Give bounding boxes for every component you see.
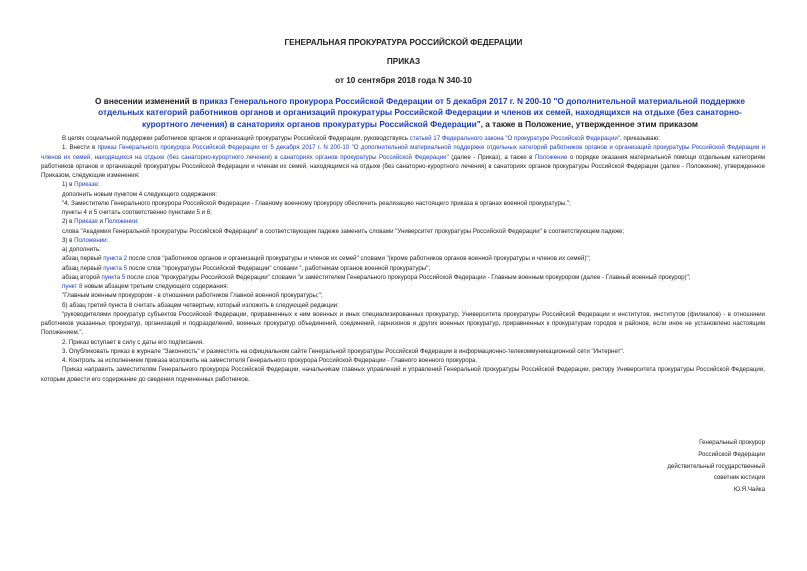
order-link[interactable]: приказ Генерального прокурора Российской Федерации от 5 декабря 2017 г. N 200-10 "О дополнительной материальной поддержке отдельных категорий работников органов и организаций прокуратуры Российской Федерации и членов их семей, находящихся на отдыхе (без санаторно-курортного лечения) в санаториях органов прокуратуры Российской Федерации" <box>41 144 766 161</box>
signature-block <box>667 437 765 496</box>
paragraph-point-4: "4. Заместителю Генерального прокурора Российской Федерации - Главному военному прокурору обеспечить реализацию настоящего приказа в органах военной прокуратуры."; <box>62 199 571 207</box>
paragraph-item-1 <box>41 143 765 180</box>
point-2-text: абзац первый <box>62 255 104 263</box>
sub-2-end: : <box>137 218 139 226</box>
point-5-link-2[interactable]: пункта 5 <box>101 273 126 281</box>
sub-2-text: 2) в <box>62 218 75 226</box>
signature-name: Ю.Я.Чайка <box>733 486 765 494</box>
paragraph-point-2 <box>41 254 765 263</box>
paragraph-military: "Главным военным прокурором - в отношении работников Главной военной прокуратуры;"; <box>62 292 323 300</box>
point-5b-end: после слов "прокуратуры Российской Федерации" словами "и заместителем Генерального прокурора Российской Федерации - Главным военным прокурором (далее - Главный военный прокурор)"; <box>125 273 691 281</box>
order-ref-link-2[interactable]: Приказе <box>74 218 98 226</box>
preamble-text: В целях социальной поддержки работников органов и организаций прокуратуры Российской Федерации, руководствуясь <box>62 135 410 142</box>
law-article-link[interactable]: статьей 17 Федерального закона "О прокуратуре Российской Федерации" <box>409 135 620 142</box>
point-5a-end: после слов "прокуратуры Российской Федерации" словами ", работникам органов военной прокуратуры"; <box>127 264 431 272</box>
point-8-link[interactable]: пункт 8 <box>62 283 83 290</box>
paragraph-distribution: Приказ направить заместителям Генерального прокурора Российской Федерации, начальникам главных управлений и управлений Генеральной прокуратуры Российской Федерации, ректору Университета прокуратуры Российской Федерации, которым довести его содержание до сведения подчиненных работников. <box>41 366 765 383</box>
regulation-link[interactable]: Положение <box>534 153 568 161</box>
regulation-ref-link[interactable]: Положении <box>104 218 138 226</box>
item-1-text: 1. Внести в <box>62 144 98 152</box>
signature-line-1: Генеральный прокурор <box>699 439 765 446</box>
item-1-mid: (далее - Приказ), а также в <box>448 153 535 161</box>
sub-1-text: 1) в <box>62 181 75 189</box>
item-1-end: о порядке оказания материальной помощи отдельным категориям работников органов и организаций прокуратуры Российской Федерации и членам их семей, находящимся на отдыхе (без санаторно-курортного лечения) в санаториях органов прокуратуры Российской Федерации (далее - Положение), утвержденное Приказом, следующие изменения: <box>41 153 765 179</box>
signature-line-3: действительный государственный <box>667 462 765 470</box>
paragraph-sub-1 <box>41 180 765 189</box>
title-text-1: О внесении изменений в <box>95 96 200 106</box>
paragraph-item-2: 2. Приказ вступает в силу с даты его подписания. <box>62 338 204 346</box>
paragraph-point-5b <box>41 273 765 282</box>
order-ref-link[interactable]: Приказе <box>74 181 98 189</box>
sub-3-end: : <box>106 236 109 244</box>
document-type: ПРИКАЗ <box>386 57 421 66</box>
sub-1-end: : <box>97 181 100 189</box>
preamble-end: , приказываю: <box>619 135 660 142</box>
sub-3-text: 3) в <box>62 236 75 244</box>
point-5b-text: абзац второй <box>62 273 102 281</box>
signature-line-4: советник юстиции <box>713 474 765 482</box>
paragraph-add-point: дополнить новым пунктом 4 следующего содержания: <box>62 190 217 198</box>
point-5-link[interactable]: пункта 5 <box>103 264 128 272</box>
paragraph-point-5a <box>41 264 765 273</box>
sub-2-and: и <box>97 218 105 226</box>
document-title <box>84 96 756 130</box>
organization-heading: ГЕНЕРАЛЬНАЯ ПРОКУРАТУРА РОССИЙСКОЙ ФЕДЕРАЦИИ <box>284 38 523 47</box>
title-order-link[interactable]: приказ Генерального прокурора Российской Федерации от 5 декабря 2017 г. N 200-10 "О дополнительной материальной поддержке отдельных категорий работников органов и организаций прокуратуры Российской Федерации и членов их семей, находящихся на отдыхе (без санаторно-курортного лечения) в санаториях органов прокуратуры Российской Федерации" <box>98 96 745 129</box>
point-5a-text: абзац первый <box>62 264 104 272</box>
paragraph-academy: слова "Академия Генеральной прокуратуры Российской Федерации" в соответствующем падеже заменить словами "Университет прокуратуры Российской Федерации" в соответствующем падеже; <box>62 227 625 235</box>
signature-line-2: Российской Федерации <box>698 450 765 458</box>
paragraph-heads: "руководителями прокуратур субъектов Российской Федерации, приравненных к ним военных и иных специализированных прокуратур, Университета прокуратуры Российской Федерации и институтов, институтов (филиалов) - в отношении работников указанных прокуратур, организаций и подразделений, военных прокуратур объединений, соединений, гарнизонов и других военных прокуратур, приравненных к прокуратурам городов и районов, если иное не установлено настоящим Положением.". <box>41 310 765 337</box>
point-2-link[interactable]: пункта 2 <box>103 255 128 263</box>
paragraph-renumber: пункты 4 и 5 считать соответственно пунктами 5 и 6; <box>62 209 212 216</box>
point-8-text: новым абзацем третьим следующего содержания: <box>82 283 229 290</box>
paragraph-item-3: 3. Опубликовать приказ в журнале "Законность" и разместить на официальном сайте Генеральной прокуратуры Российской Федерации в информационно-телекоммуникационной сети "Интернет". <box>62 347 625 355</box>
paragraph-sub-2 <box>41 217 765 226</box>
paragraph-sub-b: б) абзац третий пункта 8 считать абзацем четвертым, который изложить в следующей редакции: <box>62 301 339 309</box>
paragraph-item-4: 4. Контроль за исполнением приказа возложить на заместителя Генерального прокурора Российской Федерации - Главного военного прокурора. <box>62 357 478 364</box>
regulation-ref-link-2[interactable]: Положении <box>74 236 107 244</box>
paragraph-supplement: а) дополнить: <box>62 246 101 253</box>
document-date: от 10 сентября 2018 года N 340-10 <box>335 76 472 85</box>
paragraph-sub-3 <box>41 236 765 245</box>
paragraph-point-8 <box>41 282 765 291</box>
document-body <box>41 134 765 384</box>
title-text-2: , а также в Положение, утвержденное этим приказом <box>480 118 699 129</box>
point-2-end: после слов "работников органов и организаций прокуратуры и членов их семей" словами "(кроме работников органов военной прокуратуры и членов их семей)"; <box>127 255 591 263</box>
paragraph-preamble <box>41 134 765 143</box>
